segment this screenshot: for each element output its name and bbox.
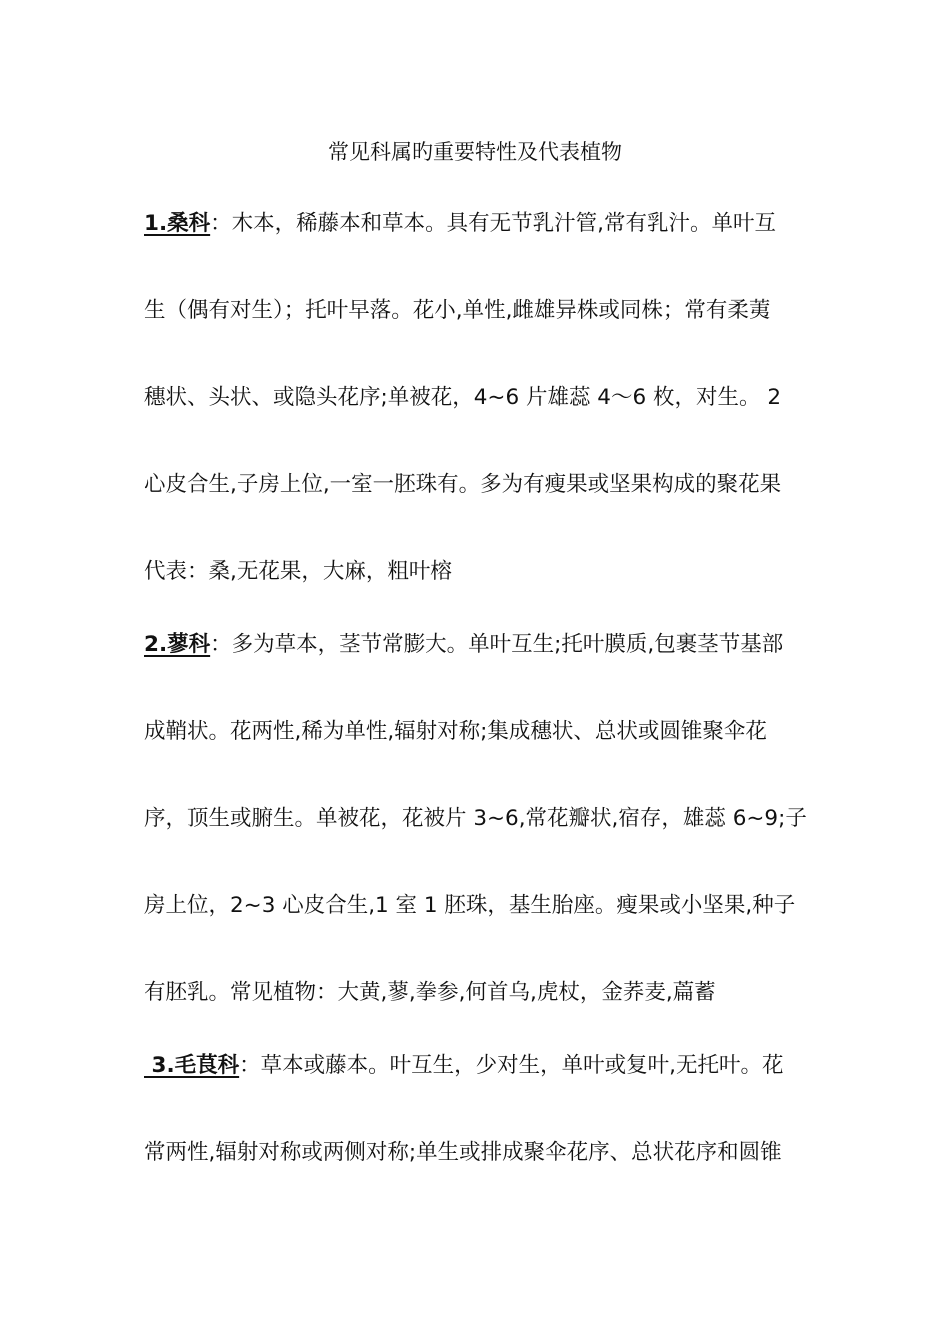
section-3-text: ：草本或藤本。叶互生，少对生，单叶或复叶,无托叶。花 xyxy=(239,1053,784,1078)
section-1-line-5: 代表：桑,无花果，大麻，粗叶榕 xyxy=(144,559,452,584)
section-1-line-2: 生（偶有对生）；托叶早落。花小,单性,雌雄异株或同株；常有柔荑 xyxy=(144,298,771,323)
section-1-line-4: 心皮合生,子房上位,一室一胚珠有。多为有瘦果或坚果构成的聚花果 xyxy=(144,472,782,497)
section-1-line-1 xyxy=(144,208,814,240)
section-2-line-1 xyxy=(144,629,814,661)
section-2-line-3: 序，顶生或腑生。单被花，花被片 3~6,常花瓣状,宿存，雄蕊 6~9;子 xyxy=(144,806,807,831)
document-title: 常见科属旳重要特性及代表植物 xyxy=(328,140,622,164)
section-1-heading: 1.桑科 xyxy=(144,211,211,236)
section-3-heading: 3.毛茛科 xyxy=(144,1053,240,1078)
section-3-line-2: 常两性,辐射对称或两侧对称;单生或排成聚伞花序、总状花序和圆锥 xyxy=(144,1140,782,1165)
section-2-line-5: 有胚乳。常见植物：大黄,蓼,拳参,何首乌,虎杖，金荞麦,萹蓄 xyxy=(144,980,716,1005)
section-2-text: ：多为草本，茎节常膨大。单叶互生;托叶膜质,包裹茎节基部 xyxy=(210,632,784,657)
section-1-text: ：木本，稀藤本和草本。具有无节乳汁管,常有乳汁。单叶互 xyxy=(210,211,776,236)
section-2-line-4: 房上位，2~3 心皮合生,1 室 1 胚珠，基生胎座。瘦果或小坚果,种子 xyxy=(144,893,796,918)
section-3-line-1 xyxy=(144,1050,814,1082)
section-2-heading: 2.蓼科 xyxy=(144,632,211,657)
section-1-line-3: 穗状、头状、或隐头花序;单被花，4~6 片雄蕊 4～6 枚，对生。 2 xyxy=(144,385,781,410)
section-2-line-2: 成鞘状。花两性,稀为单性,辐射对称;集成穗状、总状或圆锥聚伞花 xyxy=(144,719,767,744)
